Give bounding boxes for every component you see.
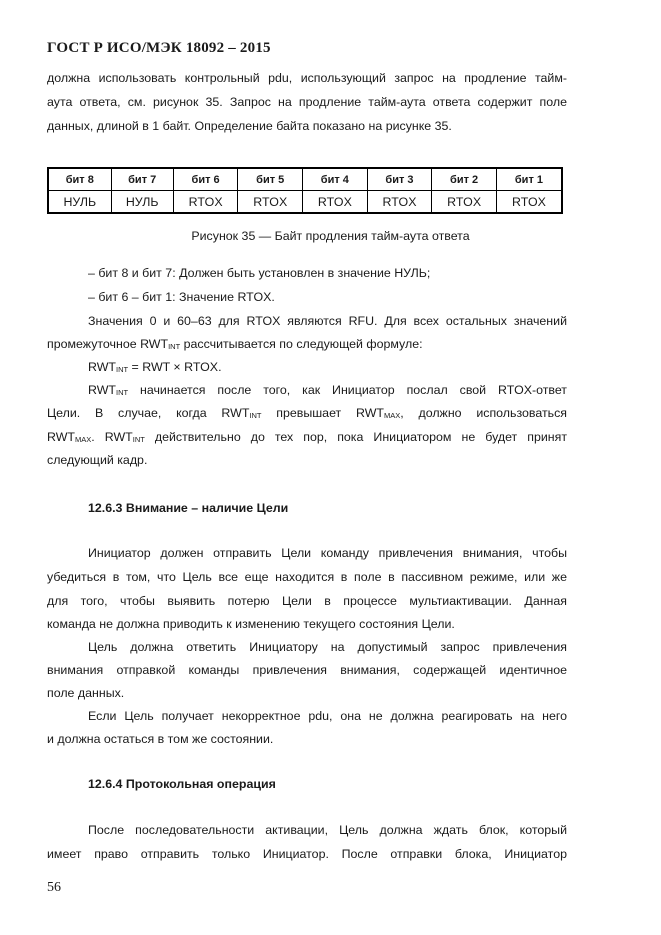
bit-header-cell: бит 3: [367, 168, 432, 191]
rwt-line-2: [47, 406, 567, 420]
paragraph-line: внимания отправкой команды привлечения внимания, содержащей идентичное: [47, 663, 567, 677]
intro-line-1: должна использовать контрольный pdu, использующий запрос на продление тайм-: [47, 71, 567, 85]
text-run: Цели. В случае, когда RWT: [47, 406, 250, 420]
bit-value-cell: RTOX: [367, 191, 432, 214]
bit-value-cell: RTOX: [173, 191, 238, 214]
text-run: превышает RWT: [261, 406, 384, 420]
subscript: INT: [249, 411, 262, 420]
formula: [88, 360, 567, 374]
rwt-line-3: [47, 430, 567, 444]
text-run: , должно использоваться: [400, 406, 568, 420]
intro-line-2: аута ответа, см. рисунок 35. Запрос на продление тайм-аута ответа содержит поле: [47, 95, 567, 109]
text-run: промежуточное RWT: [47, 337, 169, 351]
text-run: RWT: [88, 360, 116, 374]
text-run: рассчитывается по следующей формуле:: [180, 337, 423, 351]
bit-header-cell: бит 2: [432, 168, 497, 191]
bit-value-row: [48, 191, 562, 214]
bit-header-cell: бит 4: [303, 168, 368, 191]
bit-value-cell: RTOX: [496, 191, 562, 214]
page-number: 56: [47, 880, 61, 895]
paragraph-line: и должна остаться в том же состоянии.: [47, 732, 274, 746]
section-heading-12-6-3: 12.6.3 Внимание – наличие Цели: [88, 501, 289, 515]
text-run: RWT: [88, 383, 116, 397]
intro-line-3: данных, длиной в 1 байт. Определение байта показано на рисунке 35.: [47, 119, 452, 133]
subscript: MAX: [384, 411, 401, 420]
text-run: действительно до тех пор, пока Инициатором не будет принят: [144, 430, 568, 444]
section-heading-12-6-4: 12.6.4 Протокольная операция: [88, 777, 276, 791]
paragraph-line: После последовательности активации, Цель должна ждать блок, который: [88, 823, 567, 837]
bit-header-cell: бит 7: [111, 168, 173, 191]
subscript: INT: [168, 342, 181, 351]
list-item: – бит 8 и бит 7: Должен быть установлен в значение НУЛЬ;: [88, 266, 431, 280]
bit-value-cell: RTOX: [432, 191, 497, 214]
paragraph-line: поле данных.: [47, 686, 125, 700]
bit-value-cell: НУЛЬ: [48, 191, 111, 214]
list-item: – бит 6 – бит 1: Значение RTOX.: [88, 290, 275, 304]
bit-header-row: [48, 168, 562, 191]
rfu-line-1: Значения 0 и 60–63 для RTOX являются RFU. Для всех остальных значений: [88, 314, 567, 328]
paragraph-line: убедиться в том, что Цель все еще находится в поле в пассивном режиме, или же: [47, 570, 567, 584]
rwt-line-1: [88, 383, 567, 397]
figure-caption: Рисунок 35 — Байт продления тайм-аута ответа: [191, 229, 470, 243]
bit-header-cell: бит 5: [238, 168, 303, 191]
paragraph-line: для того, чтобы выявить потерю Цели в процессе мультиактивации. Данная: [47, 594, 567, 608]
paragraph-line: Инициатор должен отправить Цели команду привлечения внимания, чтобы: [88, 546, 567, 560]
rwt-line-4: следующий кадр.: [47, 453, 148, 467]
paragraph-line: имеет право отправить только Инициатор. После отправки блока, Инициатор: [47, 847, 567, 861]
bit-header-cell: бит 6: [173, 168, 238, 191]
rfu-line-2: [47, 337, 567, 351]
paragraph-line: Цель должна ответить Инициатору на допустимый запрос привлечения: [88, 640, 567, 654]
bit-header-cell: бит 8: [48, 168, 111, 191]
text-run: RWT: [47, 430, 75, 444]
page-header: ГОСТ Р ИСО/МЭК 18092 – 2015: [47, 40, 271, 56]
bit-header-cell: бит 1: [496, 168, 562, 191]
text-run: . RWT: [91, 430, 133, 444]
subscript: INT: [132, 435, 145, 444]
bit-value-cell: RTOX: [238, 191, 303, 214]
rtox-byte-table: [47, 167, 563, 214]
subscript: INT: [116, 388, 129, 397]
subscript: INT: [116, 365, 129, 374]
text-run: = RWT × RTOX.: [128, 360, 222, 374]
paragraph-line: Если Цель получает некорректное pdu, она не должна реагировать на него: [88, 709, 567, 723]
bit-value-cell: RTOX: [303, 191, 368, 214]
bit-value-cell: НУЛЬ: [111, 191, 173, 214]
paragraph-line: команда не должна приводить к изменению текущего состояния Цели.: [47, 617, 455, 631]
subscript: MAX: [75, 435, 92, 444]
text-run: начинается после того, как Инициатор послал свой RTOX-ответ: [128, 383, 567, 397]
